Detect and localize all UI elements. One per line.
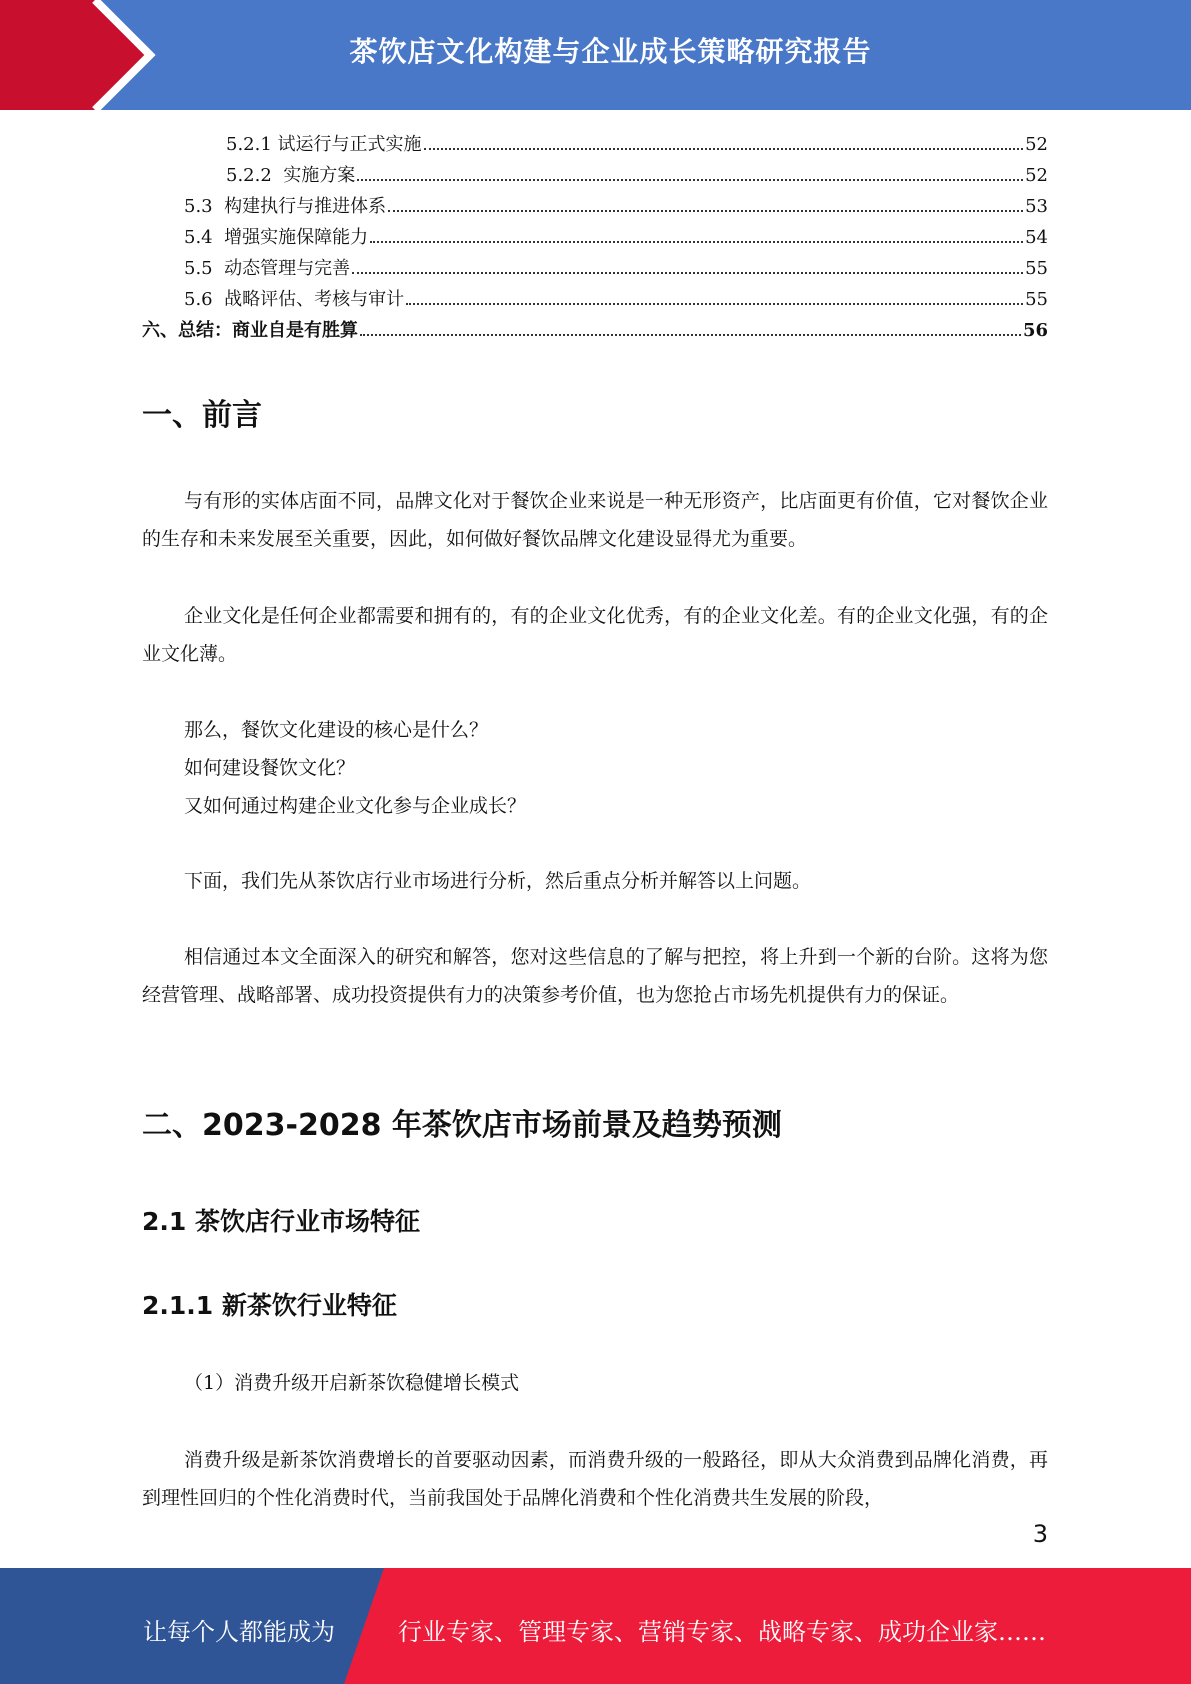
toc-entry[interactable] [142, 316, 1048, 347]
toc-entry-label: 5.3 构建执行与推进体系 [184, 196, 387, 217]
footer-slogan-left: 让每个人都能成为 [143, 1618, 335, 1646]
toc-entry-label: 六、总结：商业自是有胜算 [142, 320, 358, 341]
header-banner [0, 0, 1191, 110]
toc-entry-label: 5.6 战略评估、考核与审计 [184, 289, 405, 310]
toc-entry-page: 52 [1025, 134, 1048, 155]
toc-entry-page: 55 [1025, 258, 1048, 279]
paragraph: 企业文化是任何企业都需要和拥有的，有的企业文化优秀，有的企业文化差。有的企业文化强，有的企业文化薄。 [142, 605, 1048, 665]
toc-entry[interactable] [142, 161, 1048, 192]
toc-leader-dots [424, 148, 1024, 150]
toc-entry[interactable] [142, 254, 1048, 285]
page-number: 3 [1032, 1520, 1048, 1548]
toc-leader-dots [388, 210, 1023, 212]
toc-entry-label: 5.4 增强实施保障能力 [184, 227, 369, 248]
heading-section-2: 二、2023-2028 年茶饮店市场前景及趋势预测 [142, 1108, 782, 1143]
list-item: （1）消费升级开启新茶饮稳健增长模式 [184, 1372, 520, 1394]
toc-entry-label: 5.5 动态管理与完善 [184, 258, 351, 279]
toc-entry[interactable] [142, 192, 1048, 223]
table-of-contents [142, 130, 1048, 347]
paragraph: 与有形的实体店面不同，品牌文化对于餐饮企业来说是一种无形资产，比店面更有价值，它对餐饮企业的生存和未来发展至关重要，因此，如何做好餐饮品牌文化建设显得尤为重要。 [142, 490, 1048, 550]
toc-leader-dots [370, 241, 1023, 243]
toc-entry[interactable] [142, 285, 1048, 316]
question-line: 那么，餐饮文化建设的核心是什么？ [184, 719, 489, 741]
toc-entry-page: 53 [1025, 196, 1048, 217]
toc-entry-label: 5.2.1 试运行与正式实施 [226, 134, 422, 155]
toc-entry-page: 52 [1025, 165, 1048, 186]
heading-preface: 一、前言 [142, 398, 262, 433]
paragraph: 相信通过本文全面深入的研究和解答，您对这些信息的了解与把控，将上升到一个新的台阶。这将为您经营管理、战略部署、成功投资提供有力的决策参考价值，也为您抢占市场先机提供有力的保证。 [142, 946, 1048, 1006]
report-title: 茶饮店文化构建与企业成长策略研究报告 [349, 35, 872, 68]
toc-leader-dots [357, 179, 1023, 181]
question-line: 又如何通过构建企业文化参与企业成长？ [184, 795, 527, 817]
toc-entry[interactable] [142, 223, 1048, 254]
toc-entry-page: 54 [1025, 227, 1048, 248]
footer-banner [0, 1568, 1191, 1684]
heading-2-1-1: 2.1.1 新茶饮行业特征 [142, 1291, 397, 1320]
heading-2-1: 2.1 茶饮店行业市场特征 [142, 1207, 420, 1236]
toc-entry-page: 56 [1022, 320, 1048, 341]
toc-entry-label: 5.2.2 实施方案 [226, 165, 356, 186]
footer-slogan-right: 行业专家、管理专家、营销专家、战略专家、成功企业家…… [398, 1618, 1046, 1646]
toc-leader-dots [406, 303, 1023, 305]
paragraph: 下面，我们先从茶饮店行业市场进行分析，然后重点分析并解答以上问题。 [184, 870, 812, 892]
toc-entry-page: 55 [1025, 289, 1048, 310]
toc-leader-dots [352, 272, 1023, 274]
toc-entry[interactable] [142, 130, 1048, 161]
paragraph: 消费升级是新茶饮消费增长的首要驱动因素，而消费升级的一般路径，即从大众消费到品牌化消费，再到理性回归的个性化消费时代，当前我国处于品牌化消费和个性化消费共生发展的阶段， [142, 1449, 1048, 1509]
toc-leader-dots [360, 334, 1021, 336]
question-line: 如何建设餐饮文化？ [184, 757, 356, 779]
